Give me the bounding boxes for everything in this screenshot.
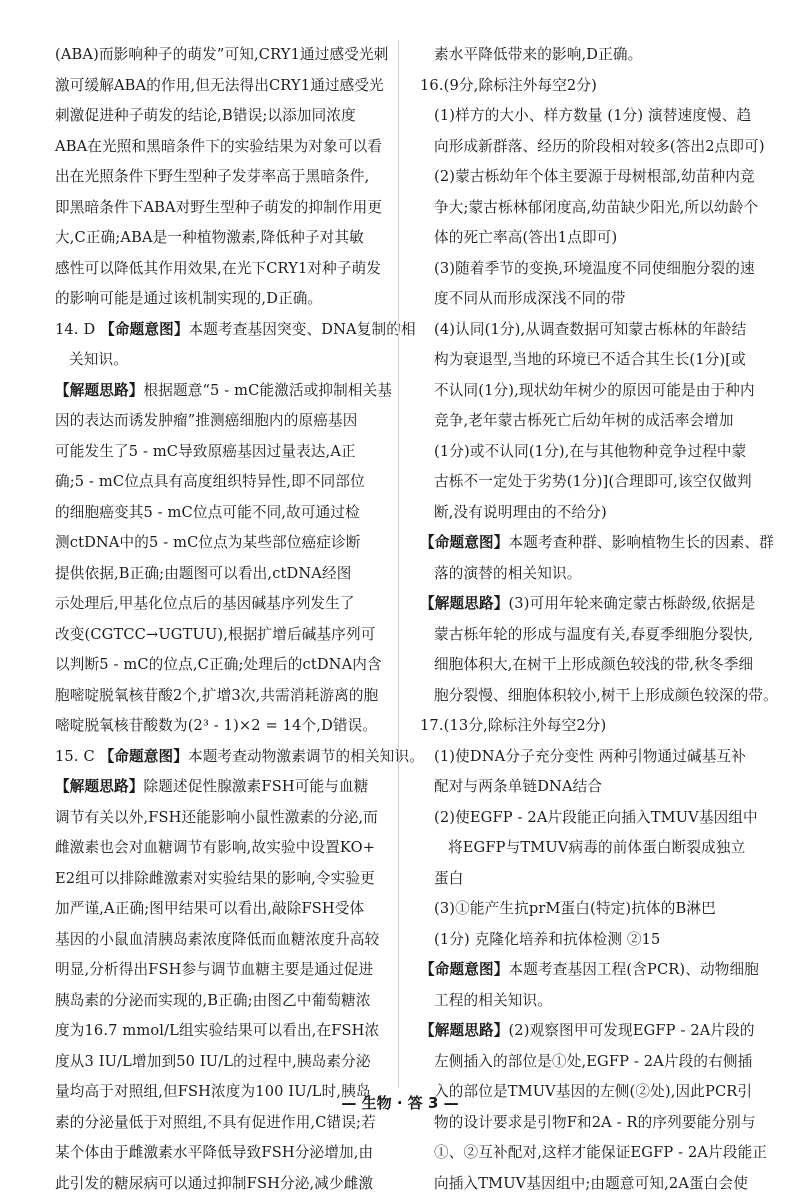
text-line [55,254,395,285]
question-number: 15. C [55,748,100,765]
text-line [55,315,395,346]
line-text: 体的死亡率高(答出1点即可) [434,229,617,246]
text-line [55,681,395,712]
line-text: 度从3 IU/L增加到50 IU/L的过程中,胰岛素分泌 [55,1053,371,1070]
line-text: 细胞体积大,在树干上形成颜色较浅的带,秋冬季细 [434,656,753,673]
line-text: (3)随着季节的变换,环境温度不同使细胞分裂的速 [434,260,755,277]
left-column [55,40,395,1199]
text-line [420,925,760,956]
line-text: E2组可以排除雌激素对实验结果的影响,令实验更 [55,870,375,887]
line-text: (2)观察图甲可发现EGFP - 2A片段的 [508,1022,754,1039]
line-text: (2)蒙古栎幼年个体主要源于母树根部,幼苗种内竞 [434,168,755,185]
line-text: (1)使DNA分子充分变性 两种引物通过碱基互补 [434,748,746,765]
line-text: 古栎不一定处于劣势(1分)](合理即可,该空仅做判 [434,473,752,490]
line-text: 因的表达而诱发肿瘤”推测癌细胞内的原癌基因 [55,412,358,429]
line-text: 以判断5 - mC的位点,C正确;处理后的ctDNA内含 [55,656,382,673]
text-line [55,559,395,590]
text-line [55,437,395,468]
text-line [420,437,760,468]
line-text: 左侧插入的部位是①处,EGFP - 2A片段的右侧插 [434,1053,752,1070]
page-footer: — 生物 · 答 3 — [0,1092,800,1113]
section-tag: 【命题意图】 [100,321,188,338]
right-column [420,40,760,1199]
text-line [55,1047,395,1078]
line-text: 向插入TMUV基因组中;由题意可知,2A蛋白会使 [434,1175,748,1192]
line-text: 加严谨,A正确;图甲结果可以看出,敲除FSH受体 [55,900,364,917]
line-text: 雌激素也会对血糖调节有影响,故实验中设置KO+ [55,839,375,856]
line-text: 本题考查种群、影响植物生长的因素、群 [508,534,773,551]
line-text: 本题考查基因工程(含PCR)、动物细胞 [508,961,759,978]
text-line [420,650,760,681]
text-line [420,742,760,773]
text-line [420,71,760,102]
section-tag: 【命题意图】 [420,961,508,978]
text-line [55,406,395,437]
line-text: 素的分泌量低于对照组,不具有促进作用,C错误;若 [55,1114,376,1131]
text-line [420,894,760,925]
text-line [55,711,395,742]
text-line [55,101,395,132]
line-text: 的细胞癌变其5 - mC位点可能不同,故可通过检 [55,504,360,521]
text-line [420,101,760,132]
text-line [420,864,760,895]
text-line [55,193,395,224]
section-tag: 【命题意图】 [100,748,188,765]
text-line [420,223,760,254]
line-text: 配对与两条单链DNA结合 [434,778,602,795]
line-text: 胞嘧啶脱氧核苷酸2个,扩增3次,共需消耗游离的胞 [55,687,378,704]
line-text: 除题述促性腺激素FSH可能与血糖 [143,778,368,795]
section-tag: 【解题思路】 [55,778,143,795]
line-text: (ABA)而影响种子的萌发”可知,CRY1通过感受光刺 [55,46,388,63]
line-text: 量均高于对照组,但FSH浓度为100 IU/L时,胰岛 [55,1083,371,1100]
text-line [55,345,395,376]
line-text: 嘧啶脱氧核苷酸数为(2³ - 1)×2 = 14个,D错误。 [55,717,377,734]
line-text: 明显,分析得出FSH参与调节血糖主要是通过促进 [55,961,373,978]
section-tag: 【解题思路】 [420,1022,508,1039]
text-line [420,376,760,407]
line-text: 入的部位是TMUV基因的左侧(②处),因此PCR引 [434,1083,752,1100]
text-line [55,1138,395,1169]
text-line [55,1169,395,1199]
line-text: 向形成新群落、经历的阶段相对较多(答出2点即可) [434,138,765,155]
text-line [55,589,395,620]
text-line [420,406,760,437]
text-line [420,1138,760,1169]
text-line [420,711,760,742]
text-line [55,40,395,71]
line-text: 调节有关以外,FSH还能影响小鼠性激素的分泌,而 [55,809,378,826]
text-line [55,467,395,498]
text-line [55,986,395,1017]
text-line [420,315,760,346]
line-text: 提供依据,B正确;由题图可以看出,ctDNA经图 [55,565,351,582]
line-text: (1分)或不认同(1分),在与其他物种竞争过程中蒙 [434,443,746,460]
text-line [420,467,760,498]
line-text: 根据题意“5 - mC能激活或抑制相关基 [143,382,392,399]
line-text: 某个体由于雌激素水平降低导致FSH分泌增加,由 [55,1144,373,1161]
line-text: 测ctDNA中的5 - mC位点为某些部位癌症诊断 [55,534,361,551]
line-text: (4)认同(1分),从调查数据可知蒙古栎林的年龄结 [434,321,746,338]
text-line [420,772,760,803]
line-text: ABA在光照和黑暗条件下的实验结果为对象可以看 [55,138,382,155]
text-line [420,162,760,193]
line-text: 争大;蒙古栎林郁闭度高,幼苗缺少阳光,所以幼龄个 [434,199,758,216]
line-text: 即黑暗条件下ABA对野生型种子萌发的抑制作用更 [55,199,382,216]
line-text: 构为衰退型,当地的环境已不适合其生长(1分)[或 [434,351,746,368]
line-text: ①、②互补配对,这样才能保证EGFP - 2A片段能正 [434,1144,767,1161]
line-text: 关知识。 [69,351,128,368]
line-text: 竞争,老年蒙古栎死亡后幼年树的成活率会增加 [434,412,734,429]
text-line [420,955,760,986]
line-text: 刺激促进种子萌发的结论,B错误;以添加同浓度 [55,107,356,124]
text-line [420,284,760,315]
text-line [55,772,395,803]
line-text: 蒙古栎年轮的形成与温度有关,春夏季细胞分裂快, [434,626,753,643]
text-line [55,223,395,254]
text-line [55,284,395,315]
text-line [55,132,395,163]
text-line [55,498,395,529]
line-text: 本题考查基因突变、DNA复制的相 [189,321,416,338]
text-line [55,925,395,956]
question-number: 14. D [55,321,100,338]
text-line [55,620,395,651]
text-line [420,589,760,620]
line-text: 改变(CGTCC→UGTUU),根据扩增后碱基序列可 [55,626,375,643]
line-text: 可能发生了5 - mC导致原癌基因过量表达,A正 [55,443,356,460]
text-line [420,1047,760,1078]
text-line [55,833,395,864]
text-line [420,681,760,712]
line-text: (1分) 克隆化培养和抗体检测 ②15 [434,931,661,948]
line-text: 素水平降低带来的影响,D正确。 [434,46,642,63]
text-line [420,345,760,376]
line-text: 17.(13分,除标注外每空2分) [420,717,606,734]
line-text: (2)使EGFP - 2A片段能正向插入TMUV基因组中 [434,809,758,826]
text-line [420,620,760,651]
line-text: 落的演替的相关知识。 [434,565,581,582]
line-text: 断,没有说明理由的不给分) [434,504,607,521]
text-line [55,650,395,681]
line-text: 胰岛素的分泌而实现的,B正确;由图乙中葡萄糖浓 [55,992,371,1009]
text-line [55,742,395,773]
line-text: 16.(9分,除标注外每空2分) [420,77,597,94]
line-text: 不认同(1分),现状幼年树少的原因可能是由于种内 [434,382,755,399]
line-text: 将EGFP与TMUV病毒的前体蛋白断裂成独立 [448,839,745,856]
text-line [420,803,760,834]
text-line [420,559,760,590]
text-line [55,1016,395,1047]
line-text: 度不同从而形成深浅不同的带 [434,290,626,307]
text-line [55,376,395,407]
text-line [420,40,760,71]
section-tag: 【解题思路】 [420,595,508,612]
text-line [55,864,395,895]
line-text: 蛋白 [434,870,464,887]
section-tag: 【命题意图】 [420,534,508,551]
line-text: 物的设计要求是引物F和2A - R的序列要能分别与 [434,1114,756,1131]
line-text: 感性可以降低其作用效果,在光下CRY1对种子萌发 [55,260,381,277]
line-text: (3)①能产生抗prM蛋白(特定)抗体的B淋巴 [434,900,716,917]
line-text: 的影响可能是通过该机制实现的,D正确。 [55,290,322,307]
line-text: 确;5 - mC位点具有高度组织特异性,即不同部位 [55,473,365,490]
line-text: 激可缓解ABA的作用,但无法得出CRY1通过感受光 [55,77,384,94]
line-text: 胞分裂慢、细胞体积较小,树干上形成颜色较深的带。 [434,687,778,704]
text-line [55,71,395,102]
line-text: 本题考查动物激素调节的相关知识。 [188,748,424,765]
line-text: 此引发的糖尿病可以通过抑制FSH分泌,减少雌激 [55,1175,373,1192]
text-line [420,1169,760,1199]
line-text: 大,C正确;ABA是一种植物激素,降低种子对其敏 [55,229,364,246]
line-text: 工程的相关知识。 [434,992,552,1009]
line-text: 基因的小鼠血清胰岛素浓度降低而血糖浓度升高较 [55,931,379,948]
text-line [420,1016,760,1047]
text-line [420,193,760,224]
text-line [55,803,395,834]
text-line [420,986,760,1017]
text-line [55,528,395,559]
text-line [420,254,760,285]
text-line [420,498,760,529]
text-line [420,132,760,163]
text-line [55,955,395,986]
line-text: (3)可用年轮来确定蒙古栎龄级,依据是 [508,595,755,612]
text-line [420,833,760,864]
line-text: 出在光照条件下野生型种子发芽率高于黑暗条件, [55,168,369,185]
text-line [55,894,395,925]
text-line [420,528,760,559]
line-text: 度为16.7 mmol/L组实验结果可以看出,在FSH浓 [55,1022,379,1039]
column-divider [398,40,399,1088]
text-line [55,162,395,193]
line-text: 示处理后,甲基化位点后的基因碱基序列发生了 [55,595,355,612]
line-text: (1)样方的大小、样方数量 (1分) 演替速度慢、趋 [434,107,751,124]
section-tag: 【解题思路】 [55,382,143,399]
